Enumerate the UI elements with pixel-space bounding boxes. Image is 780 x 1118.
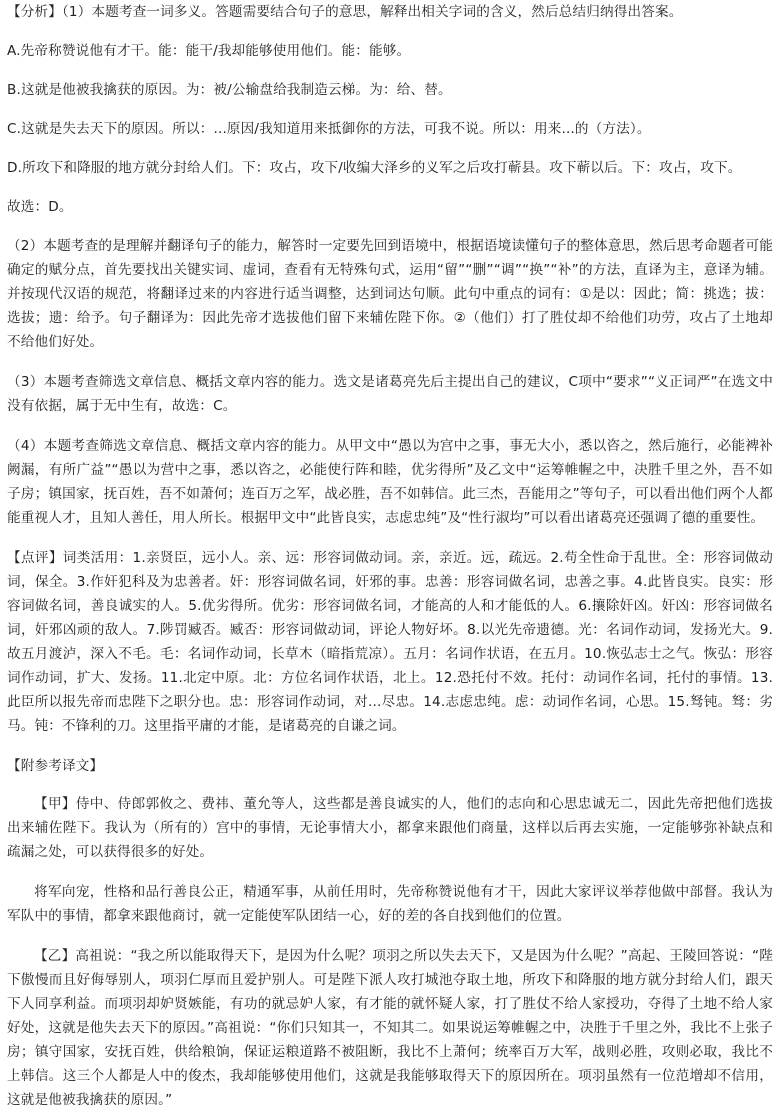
translation-paragraph: 将军向宠，性格和品行善良公正，精通军事，从前任用时，先帝称赞说他有才干，因此大家评议举荐他做中部督。我认为军队中的事情，都拿来跟他商讨，就一定能使军队团结一心，好的差的各自找到他们的位置。 (7, 884, 773, 924)
question-3-analysis: （3）本题考查筛选文章信息、概括文章内容的能力。选文是诸葛亮先后主提出自己的建议，C项中“要求”“义正词严”在选文中没有依据，属于无中生有，故选：C。 (7, 374, 773, 414)
comment-text: 【点评】词类活用：1.亲贤臣，远小人。亲、远：形容词做动词。亲，亲近。远，疏远。2.苟全性命于乱世。全：形容词做动词，保全。3.作奸犯科及为忠善者。奸：形容词做名词，奸邪的事。忠善：形容词做名词，忠善之事。4.此皆良实。良实：形容词做名词，善良诚实的人。5.优劣得所。优劣：形容词做名词，才能高的人和才能低的人。6.攘除奸凶。奸凶：形容词做名词，奸邪凶顽的敌人。7.陟罚臧否。臧否：形容词做动词，评论人物好坏。8.以光先帝遗德。光：名词作动词，发扬光大。9.故五月渡泸，深入不毛。毛：名词作动词，长草木（暗指荒凉）。五月：名词作状语，在五月。10.恢弘志士之气。恢弘：形容词作动词，扩大、发扬。11.北定中原。北：方位名词作状语，北上。12.恐托付不效。托付：动词作名词，托付的事情。13.此臣所以报先帝而忠陛下之职分也。忠：形容词作动词，对...尽忠。14.志虑忠纯。虑：动词作名词，心思。15.驽钝。驽：劣马。钝：不锋利的刀。这里指平庸的才能，是诸葛亮的自谦之词。 (7, 550, 773, 734)
question-2-analysis: （2）本题考查的是理解并翻译句子的能力，解答时一定要先回到语境中，根据语境读懂句子的整体意思，然后思考命题者可能确定的赋分点，首先要找出关键实词、虚词，查看有无特殊句式，运用“留”“删”“调”“换”“补”的方法，直译为主，意译为辅。并按现代汉语的规范，将翻译过来的内容进行适当调整，达到词达句顺。此句中重点的词有：①是以：因此；简：挑选；拔：选拔；遗：给予。句子翻译为：因此先帝才选拔他们留下来辅佐陛下你。②（他们）打了胜仗却不给他们功劳，攻占了土地却不给他们好处。 (7, 238, 773, 350)
analysis-intro: 【分析】（1）本题考查一词多义。答题需要结合句子的意思，解释出相关字词的含义，然后总结归纳得出答案。 (7, 4, 683, 20)
translation-heading: 【附参考译文】 (7, 758, 104, 774)
comment-section (7, 546, 773, 738)
translation-section (7, 754, 773, 1112)
translation-paragraph: 【甲】侍中、侍郎郭攸之、费祎、董允等人，这些都是善良诚实的人，他们的志向和心思忠诚无二，因此先帝把他们选拔出来辅佐陛下。我认为（所有的）宫中的事情，无论事情大小，都拿来跟他们商量，这样以后再去实施，一定能够弥补缺点和疏漏之处，可以获得很多的好处。 (7, 796, 773, 860)
option-b: B.这就是他被我擒获的原因。为：被/公输盘给我制造云梯。为：给、替。 (7, 82, 452, 98)
question-4-analysis: （4）本题考查筛选文章信息、概括文章内容的能力。从甲文中“愚以为宫中之事，事无大小，悉以咨之，然后施行，必能裨补阙漏，有所广益”“愚以为营中之事，悉以咨之，必能使行阵和睦，优劣得所”及乙文中“运筹帷幄之中，决胜千里之外，吾不如子房；镇国家，抚百姓，吾不如萧何；连百万之军，战必胜，吾不如韩信。此三杰，吾能用之”等句子，可以看出他们两个人都能重视人才，且知人善任，用人所长。根据甲文中“此皆良实，志虑忠纯”及“性行淑均”可以看出诸葛亮还强调了德的重要性。 (7, 438, 773, 526)
option-d: D.所攻下和降服的地方就分封给人们。下：攻占，攻下/收编大泽乡的义军之后攻打蕲县。攻下蕲以后。下：攻占，攻下。 (7, 160, 742, 176)
answer-choice: 故选：D。 (7, 199, 73, 215)
option-a: A.先帝称赞说他有才干。能：能干/我却能够使用他们。能：能够。 (7, 43, 411, 59)
analysis-section (7, 0, 773, 530)
translation-paragraph: 【乙】高祖说：“我之所以能取得天下，是因为什么呢？项羽之所以失去天下，又是因为什么呢？”高起、王陵回答说：“陛下傲慢而且好侮辱别人，项羽仁厚而且爱护别人。可是陛下派人攻打城池夺取土地，所攻下和降服的地方就分封给人们，跟天下人同享利益。而项羽却妒贤嫉能，有功的就忌妒人家，有才能的就怀疑人家，打了胜仗不给人家授功，夺得了土地不给人家好处，这就是他失去天下的原因。”高祖说：“你们只知其一，不知其二。如果说运筹帷幄之中，决胜于千里之外，我比不上张子房；镇守国家，安抚百姓，供给粮饷，保证运粮道路不被阻断，我比不上萧何；统率百万大军，战则必胜，攻则必取，我比不上韩信。这三个人都是人中的俊杰，我却能够使用他们，这就是我能够取得天下的原因所在。项羽虽然有一位范增却不信用，这就是他被我擒获的原因。” (7, 948, 773, 1108)
option-c: C.这就是失去天下的原因。所以：...原因/我知道用来抵御你的方法，可我不说。所以：用来...的（方法）。 (7, 121, 651, 137)
